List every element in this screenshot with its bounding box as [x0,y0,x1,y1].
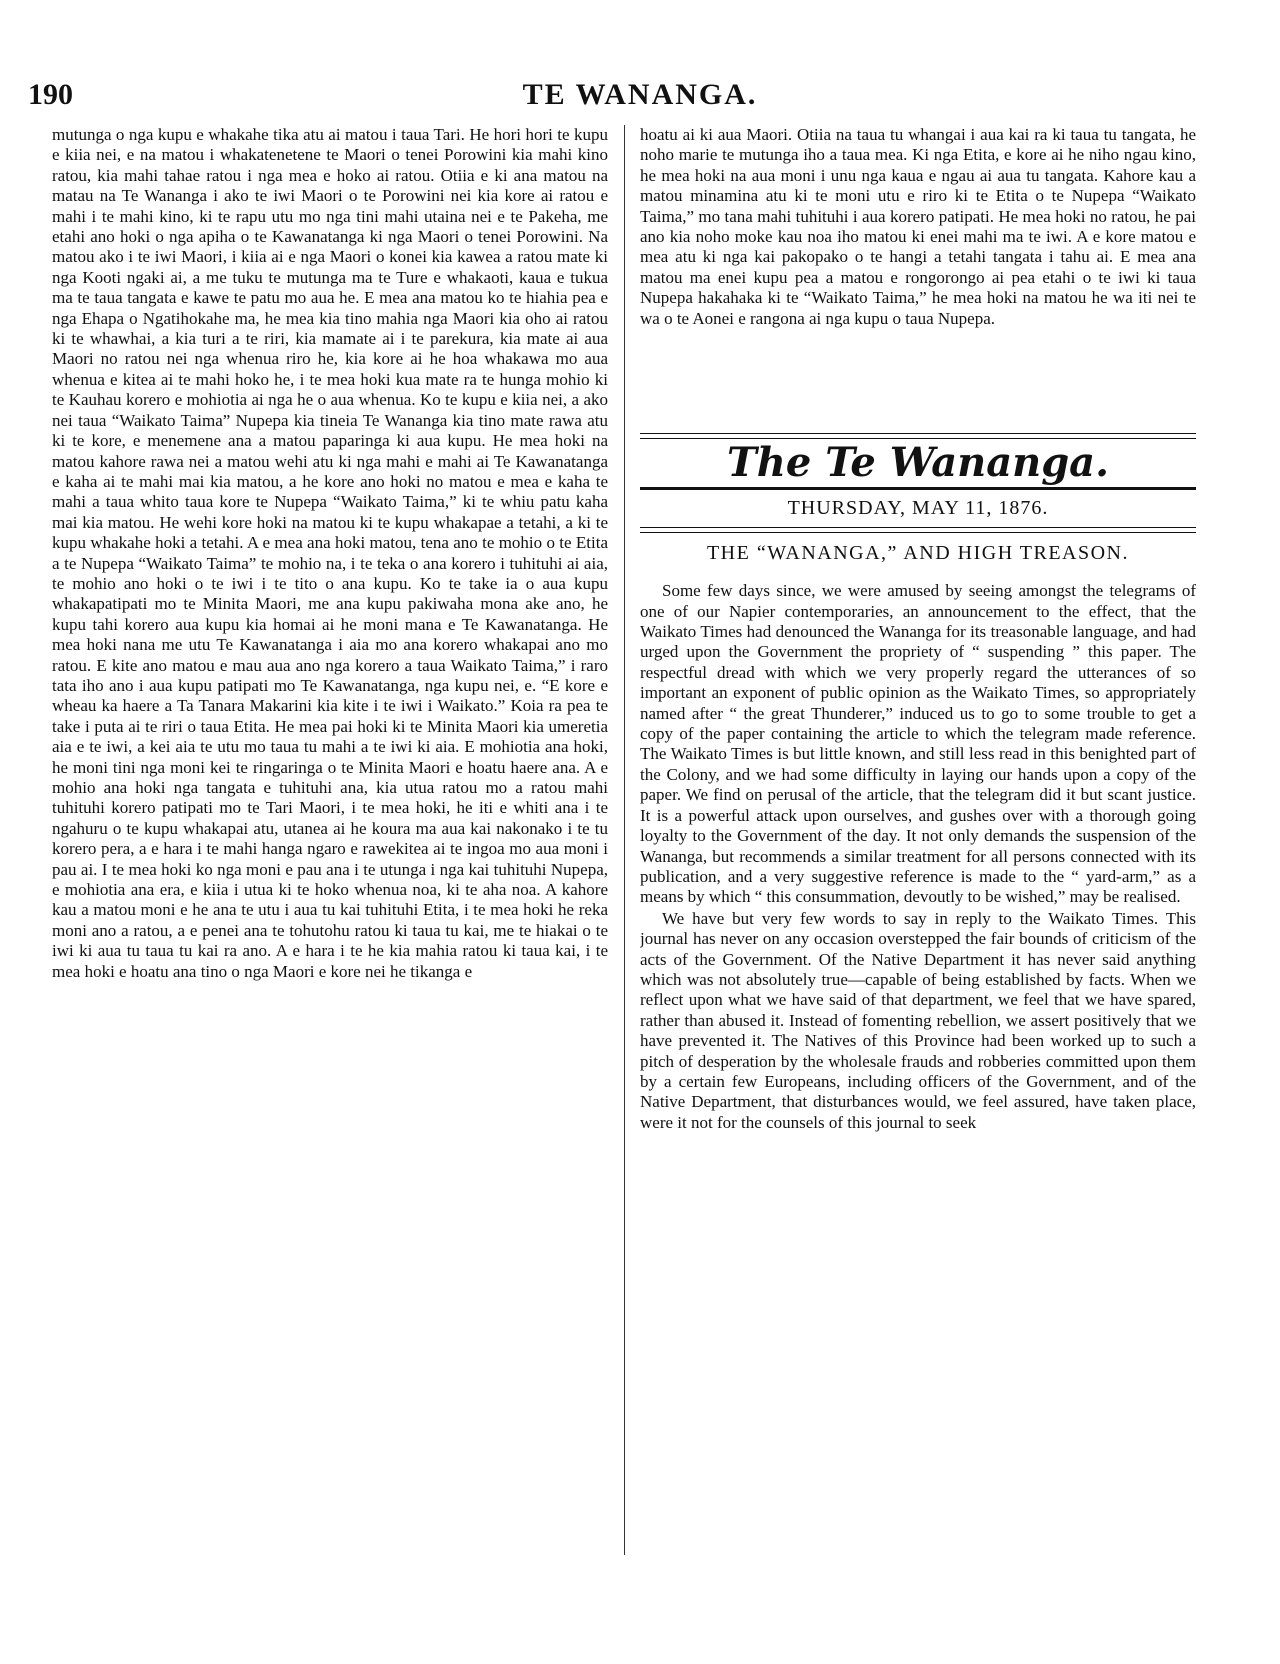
left-column-text: mutunga o nga kupu e whakahe tika atu ai matou i taua Tari. He hori hori te kupu e kiia nei, e na matou i whakatenetene te Maori o tenei Porowini kia mahi kino ratou, kia mahi tahae ratou i nga mea e hoko ai ratou. Otiia e ki ana matou na matau na Te Wananga i ako te iwi Maori o te Porowini nei kia kore ai ratou e mahi i te mahi kino, ki te rapu utu mo nga tini mahi utaina nei e te Pakeha, me etahi ano hoki o nga apiha o te Kawanatanga ki nga Maori o tenei Porowini. Na matou ako i te iwi Maori, i kiia ai e nga Maori o konei kia kawea a ratou mate ki nga Kooti ngaki ai, a me tuku te mutunga ma te Ture e whakaoti, kaua e tukua ma te taua tangata e kawe te patu mo aua he. E mea ana matou ko te hiahia pea e nga Ehapa o Ngatihokahe ma, he mea kia tino mahia nga Maori kia oho ai ratou ki te whawhai, a kia turi a te riri, kia mamate ai i te parekura, kia mate ai aua Maori no ratou nei nga whenua riro he, kia kore ai he hoa whakawa mo aua whenua e kitea ai te mahi hoko he, i te mea hoki kua mate ra te hunga mohio ki te Kauhau korero e mohiotia ai nga he o aua whenua. Ko te kupu e kiia nei, a ako nei taua “Waikato Taima” Nupepa kia tineia Te Wananga kia tino mate rawa atu ki te kore, e menemene ana a matou paparinga ki aua kupu. He mea hoki na matou kahore rawa nei a matou wehi atu ki nga mahi e mahi ai Te Kawanatanga e kaha ai te mahi mai kia matou, a he kore ano hoki no matou e mea e kaha te mahi a taua whito taua kore te Nupepa “Waikato Taima,” ki te whiu patu kaha mai kia matou. He wehi kore hoki na matou ki te kupu whakapae a tetahi, a ki te kupu whakahe hoki a tetahi. A e mea ana hoki matou, tena ano te mohio o te Etita a te Nupepa “Waikato Taima” te mohio na, i te teka o ana korero i tuhituhi ai aia, te mohio ano hoki o te iwi i te tito o ana kupu. Ko te take ia o aua kupu whakapatipati mo te Minita Maori, me ana kupu pakiwaha mona ake ano, he kupu tahi korero aua kupu kia homai ai he moni mana e Te Kawanatanga. He mea hoki nana me utu Te Kawanatanga i aia mo ana korero whakapai ano mo ratou. E kite ano matou e mau aua ano nga korero a taua Waikato Taima,” i raro tata iho ano i aua kupu patipati mo Te Kawanatanga, nga kupu nei, e. “E kore e wheau ka haere a Ta Tanara Makarini kia kite i te iwi i Waikato.” Koia ra pea te take i puta ai te riri o taua Etita. He mea pai hoki ki te Minita Maori kia umeretia aia e te iwi, a kei aia te utu mo taua tu mahi a te iwi ki aia. E mohiotia ana hoki, he moni tini nga moni kei te ringaringa o te Minita Maori e hoatu haere ana. A e mohio ana hoki nga tangata e tuhituhi ana, kia utua ratou mo a ratou mahi tuhituhi korero patipati mo te Tari Maori, i te mea hoki, he iti e whiti ana i te ngahuru o te kupu whakapai atu, utanea ai he koura ma aua kai nakonako i te tu korero pera, a e hara i te mahi hanga ngaro e rawekitea ai te ingoa mo aua moni i pau ai. I te mea hoki ko nga moni e pau ana i te utunga i nga kai tuhituhi Nupepa, e mohiotia ana era, e kiia i utua ki te hoko whenua noa, ki te aha noa. A kahore kau a matou moni e he ana te utu i aua tu kai tuhituhi Etita, i te mea hoki he reka moni ano a ratou, a e penei ana te tohutohu ratou ki taua tu kai, me te hiakai o te iwi ki aua tu taua tu kai ra ano. A e hara i te he kia mahia ratou ki taua kai, i te mea hoki e hoatu ana tino o nga Maori e kore nei he tikanga e [52,125,608,981]
paper-title: The Te Wananga. [726,439,1110,486]
right-column [640,125,1196,1545]
thick-rule [640,487,1196,490]
editorial-headline: THE “WANANGA,” AND HIGH TREASON. [706,541,1130,564]
left-column [52,125,608,1545]
right-column-text: hoatu ai ki aua Maori. Otiia na taua tu whangai i aua kai ra ki taua tu tangata, he noho marie te mutunga iho a taua mea. Ki nga Etita, e kore ai he niho ngau kino, he mea hoki na aua moni i unu nga kaua e ngau ai aua tu tangata. Kahore kau a matou minamina atu ki te moni utu e riro ki te Etita o te Nupepa “Waikato Taima,” mo tana mahi tuhituhi i aua korero patipati. He mea hoki no ratou, he pai ano kia noho moke kau noa iho matou ki enei mahi ma te iwi. A e kore matou e mea atu ki nga kai pakopako o te hangi a tetahi tangata i tahu ai. E mea ana matou ma enei kupu pea a matou e rongorongo ai pea etahi o te iwi ki taua Nupepa hakahaka ki te “Waikato Taima,” he mea hoki na matou he wa iti nei te wa o te Aonei e rangona ai nga kupu o taua Nupepa. [640,125,1196,328]
double-rule [640,433,1196,439]
editorial [640,581,1196,1133]
column-divider [624,125,625,1555]
double-rule [640,527,1196,533]
masthead-title: TE WANANGA. [522,78,758,111]
editorial-paragraph: Some few days since, we were amused by seeing amongst the telegrams of one of our Napier contemporaries, an announcement to the effect, that the Waikato Times had denounced the Wananga for its treasonable language, and had urged upon the Government the propriety of “ suspending ” this paper. The respectful dread with which we very properly regard the utterances of so important an exponent of public opinion as the Waikato Times, so appropriately named after “ the great Thunderer,” induced us to go to some trouble to get a copy of the paper containing the article to which the telegram made reference. The Waikato Times is but little known, and still less read in this benighted part of the Colony, and we had some difficulty in laying our hands upon a copy of the paper. We find on perusal of the article, that the telegram did it but scant justice. It is a powerful attack upon ourselves, and gushes over with a thorough going loyalty to the Government of the day. It not only demands the suspension of the Wananga, but recommends a similar treatment for all persons connected with its publication, and a very suggestive reference is made to the “ yard-arm,” as a means by which “ this consummation, devoutly to be wished,” may be realised. [640,581,1196,907]
editorial-paragraph: We have but very few words to say in reply to the Waikato Times. This journal has never on any occasion overstepped the fair bounds of criticism of the acts of the Government. Of the Native Department it has never said anything which was not absolutely true—capable of being established by facts. When we reflect upon what we have said of that department, we feel that we have spared, rather than abused it. Instead of fomenting rebellion, we assert positively that we have prevented it. The Natives of this Province had been worked up to such a pitch of desperation by the wholesale frauds and robberies committed upon them by a certain few Europeans, including officers of the Government, and of the Native Department, that disturbances would, we feel assured, have taken place, were it not for the counsels of this journal to seek [640,908,1196,1132]
dateline: THURSDAY, MAY 11, 1876. [787,497,1049,520]
right-column-continuation [640,125,1196,425]
page-number: 190 [28,78,73,111]
